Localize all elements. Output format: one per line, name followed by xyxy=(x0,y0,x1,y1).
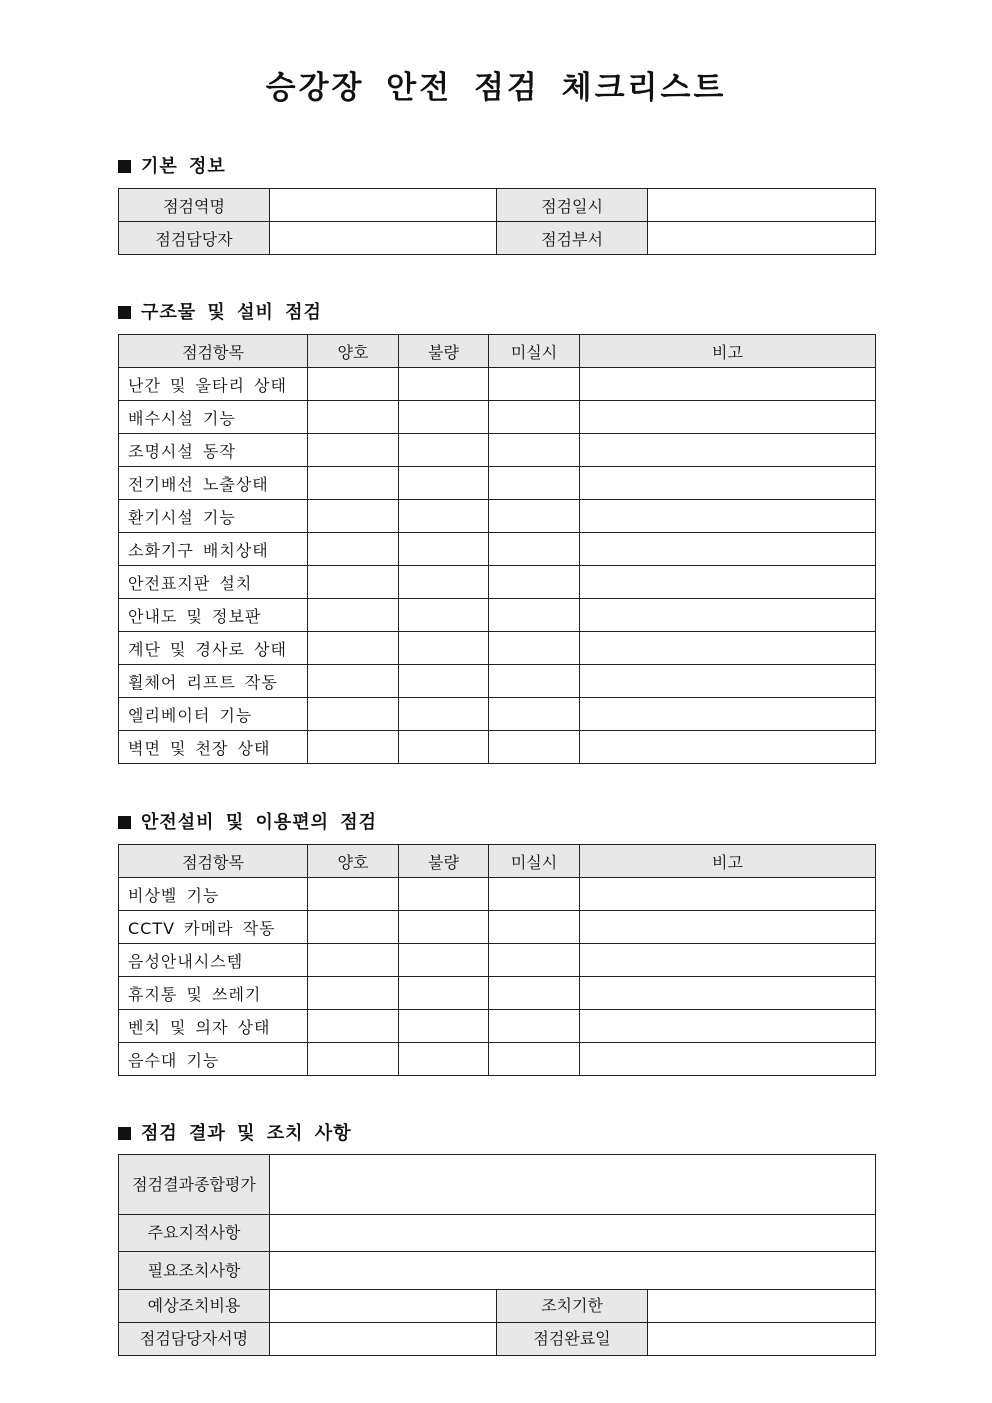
key-findings-label: 주요지적사항 xyxy=(119,1215,270,1252)
safety-rows xyxy=(119,878,876,1076)
remarks-cell[interactable] xyxy=(580,632,876,665)
table-row xyxy=(119,878,876,911)
bad-cell[interactable] xyxy=(399,566,489,599)
not-done-cell[interactable] xyxy=(489,368,580,401)
required-actions-label: 필요조치사항 xyxy=(119,1252,270,1290)
action-deadline-label: 조치기한 xyxy=(497,1290,648,1323)
good-cell[interactable] xyxy=(308,911,399,944)
square-bullet-icon xyxy=(118,306,131,319)
bad-cell[interactable] xyxy=(399,944,489,977)
column-header-remarks: 비고 xyxy=(580,335,876,368)
overall-evaluation-field[interactable] xyxy=(270,1155,876,1215)
check-item-label: 음성안내시스템 xyxy=(119,944,308,977)
column-header-bad: 불량 xyxy=(399,845,489,878)
bad-cell[interactable] xyxy=(399,665,489,698)
bad-cell[interactable] xyxy=(399,500,489,533)
check-item-label: 비상벨 기능 xyxy=(119,878,308,911)
not-done-cell[interactable] xyxy=(489,401,580,434)
bad-cell[interactable] xyxy=(399,1010,489,1043)
not-done-cell[interactable] xyxy=(489,632,580,665)
not-done-cell[interactable] xyxy=(489,1010,580,1043)
inspection-datetime-field[interactable] xyxy=(648,189,876,222)
good-cell[interactable] xyxy=(308,368,399,401)
column-header-item: 점검항목 xyxy=(119,845,308,878)
table-row xyxy=(119,665,876,698)
remarks-cell[interactable] xyxy=(580,368,876,401)
section-heading-result xyxy=(118,1119,352,1145)
table-row xyxy=(119,368,876,401)
key-findings-field[interactable] xyxy=(270,1215,876,1252)
square-bullet-icon xyxy=(118,160,131,173)
table-row xyxy=(119,1010,876,1043)
required-actions-field[interactable] xyxy=(270,1252,876,1290)
table-row xyxy=(119,189,876,222)
bad-cell[interactable] xyxy=(399,698,489,731)
bad-cell[interactable] xyxy=(399,731,489,764)
check-item-label: 계단 및 경사로 상태 xyxy=(119,632,308,665)
column-header-good: 양호 xyxy=(308,845,399,878)
remarks-cell[interactable] xyxy=(580,944,876,977)
structure-check-table xyxy=(118,334,876,764)
not-done-cell[interactable] xyxy=(489,566,580,599)
good-cell[interactable] xyxy=(308,878,399,911)
good-cell[interactable] xyxy=(308,599,399,632)
remarks-cell[interactable] xyxy=(580,1043,876,1076)
good-cell[interactable] xyxy=(308,533,399,566)
good-cell[interactable] xyxy=(308,632,399,665)
square-bullet-icon xyxy=(118,1127,131,1140)
good-cell[interactable] xyxy=(308,401,399,434)
department-label: 점검부서 xyxy=(497,222,648,255)
bad-cell[interactable] xyxy=(399,1043,489,1076)
table-row xyxy=(119,1290,876,1323)
section-heading-safety xyxy=(118,808,377,834)
inspection-datetime-label: 점검일시 xyxy=(497,189,648,222)
station-name-label: 점검역명 xyxy=(119,189,270,222)
remarks-cell[interactable] xyxy=(580,665,876,698)
not-done-cell[interactable] xyxy=(489,698,580,731)
basic-info-table xyxy=(118,188,876,255)
safety-check-table xyxy=(118,844,876,1076)
check-item-label: 휴지통 및 쓰레기 xyxy=(119,977,308,1010)
check-item-label: 안내도 및 정보판 xyxy=(119,599,308,632)
table-row xyxy=(119,599,876,632)
remarks-cell[interactable] xyxy=(580,911,876,944)
table-row xyxy=(119,434,876,467)
table-header-row xyxy=(119,845,876,878)
check-item-label: 전기배선 노출상태 xyxy=(119,467,308,500)
bad-cell[interactable] xyxy=(399,368,489,401)
table-row xyxy=(119,1215,876,1252)
bad-cell[interactable] xyxy=(399,401,489,434)
table-header-row xyxy=(119,335,876,368)
result-table xyxy=(118,1154,876,1356)
not-done-cell[interactable] xyxy=(489,731,580,764)
remarks-cell[interactable] xyxy=(580,878,876,911)
bad-cell[interactable] xyxy=(399,977,489,1010)
table-row xyxy=(119,500,876,533)
structure-rows xyxy=(119,368,876,764)
check-item-label: 배수시설 기능 xyxy=(119,401,308,434)
good-cell[interactable] xyxy=(308,500,399,533)
table-row xyxy=(119,1043,876,1076)
remarks-cell[interactable] xyxy=(580,599,876,632)
bad-cell[interactable] xyxy=(399,434,489,467)
good-cell[interactable] xyxy=(308,566,399,599)
not-done-cell[interactable] xyxy=(489,878,580,911)
column-header-not-done: 미실시 xyxy=(489,335,580,368)
department-field[interactable] xyxy=(648,222,876,255)
check-item-label: 휠체어 리프트 작동 xyxy=(119,665,308,698)
remarks-cell[interactable] xyxy=(580,566,876,599)
not-done-cell[interactable] xyxy=(489,977,580,1010)
completion-date-label: 점검완료일 xyxy=(497,1323,648,1356)
check-item-label: 소화기구 배치상태 xyxy=(119,533,308,566)
table-row xyxy=(119,566,876,599)
estimated-cost-field[interactable] xyxy=(270,1290,497,1323)
estimated-cost-label: 예상조치비용 xyxy=(119,1290,270,1323)
action-deadline-field[interactable] xyxy=(648,1290,876,1323)
good-cell[interactable] xyxy=(308,944,399,977)
check-item-label: 난간 및 울타리 상태 xyxy=(119,368,308,401)
remarks-cell[interactable] xyxy=(580,401,876,434)
table-row xyxy=(119,632,876,665)
check-item-label: 음수대 기능 xyxy=(119,1043,308,1076)
check-item-label: 엘리베이터 기능 xyxy=(119,698,308,731)
inspector-label: 점검담당자 xyxy=(119,222,270,255)
good-cell[interactable] xyxy=(308,665,399,698)
bad-cell[interactable] xyxy=(399,599,489,632)
table-row xyxy=(119,731,876,764)
not-done-cell[interactable] xyxy=(489,665,580,698)
not-done-cell[interactable] xyxy=(489,533,580,566)
column-header-item: 점검항목 xyxy=(119,335,308,368)
remarks-cell[interactable] xyxy=(580,698,876,731)
good-cell[interactable] xyxy=(308,977,399,1010)
remarks-cell[interactable] xyxy=(580,467,876,500)
table-row xyxy=(119,911,876,944)
page-title: 승강장 안전 점검 체크리스트 xyxy=(265,70,727,106)
check-item-label: 조명시설 동작 xyxy=(119,434,308,467)
bad-cell[interactable] xyxy=(399,878,489,911)
bad-cell[interactable] xyxy=(399,632,489,665)
inspector-signature-field[interactable] xyxy=(270,1323,497,1356)
table-row xyxy=(119,698,876,731)
table-row xyxy=(119,1252,876,1290)
remarks-cell[interactable] xyxy=(580,977,876,1010)
bad-cell[interactable] xyxy=(399,533,489,566)
table-row xyxy=(119,977,876,1010)
table-row xyxy=(119,1155,876,1215)
table-row xyxy=(119,533,876,566)
good-cell[interactable] xyxy=(308,434,399,467)
table-row xyxy=(119,222,876,255)
not-done-cell[interactable] xyxy=(489,944,580,977)
column-header-remarks: 비고 xyxy=(580,845,876,878)
remarks-cell[interactable] xyxy=(580,1010,876,1043)
good-cell[interactable] xyxy=(308,467,399,500)
section-heading-structure xyxy=(118,298,322,324)
not-done-cell[interactable] xyxy=(489,500,580,533)
check-item-label: 벤치 및 의자 상태 xyxy=(119,1010,308,1043)
square-bullet-icon xyxy=(118,816,131,829)
not-done-cell[interactable] xyxy=(489,599,580,632)
section-title: 기본 정보 xyxy=(141,156,226,177)
completion-date-field[interactable] xyxy=(648,1323,876,1356)
section-title: 안전설비 및 이용편의 점검 xyxy=(141,812,378,833)
inspector-signature-label: 점검담당자서명 xyxy=(119,1323,270,1356)
good-cell[interactable] xyxy=(308,731,399,764)
table-row xyxy=(119,401,876,434)
not-done-cell[interactable] xyxy=(489,434,580,467)
check-item-label: CCTV 카메라 작동 xyxy=(119,911,308,944)
good-cell[interactable] xyxy=(308,1010,399,1043)
remarks-cell[interactable] xyxy=(580,731,876,764)
bad-cell[interactable] xyxy=(399,911,489,944)
station-name-field[interactable] xyxy=(270,189,497,222)
remarks-cell[interactable] xyxy=(580,533,876,566)
overall-evaluation-label: 점검결과종합평가 xyxy=(119,1155,270,1215)
remarks-cell[interactable] xyxy=(580,500,876,533)
column-header-not-done: 미실시 xyxy=(489,845,580,878)
check-item-label: 안전표지판 설치 xyxy=(119,566,308,599)
check-item-label: 벽면 및 천장 상태 xyxy=(119,731,308,764)
column-header-good: 양호 xyxy=(308,335,399,368)
section-heading-basic xyxy=(118,152,226,178)
not-done-cell[interactable] xyxy=(489,911,580,944)
section-title: 구조물 및 설비 점검 xyxy=(141,302,322,323)
table-row xyxy=(119,944,876,977)
section-title: 점검 결과 및 조치 사항 xyxy=(141,1123,352,1144)
good-cell[interactable] xyxy=(308,698,399,731)
table-row xyxy=(119,467,876,500)
bad-cell[interactable] xyxy=(399,467,489,500)
column-header-bad: 불량 xyxy=(399,335,489,368)
not-done-cell[interactable] xyxy=(489,1043,580,1076)
inspector-field[interactable] xyxy=(270,222,497,255)
table-row xyxy=(119,1323,876,1356)
remarks-cell[interactable] xyxy=(580,434,876,467)
check-item-label: 환기시설 기능 xyxy=(119,500,308,533)
good-cell[interactable] xyxy=(308,1043,399,1076)
not-done-cell[interactable] xyxy=(489,467,580,500)
